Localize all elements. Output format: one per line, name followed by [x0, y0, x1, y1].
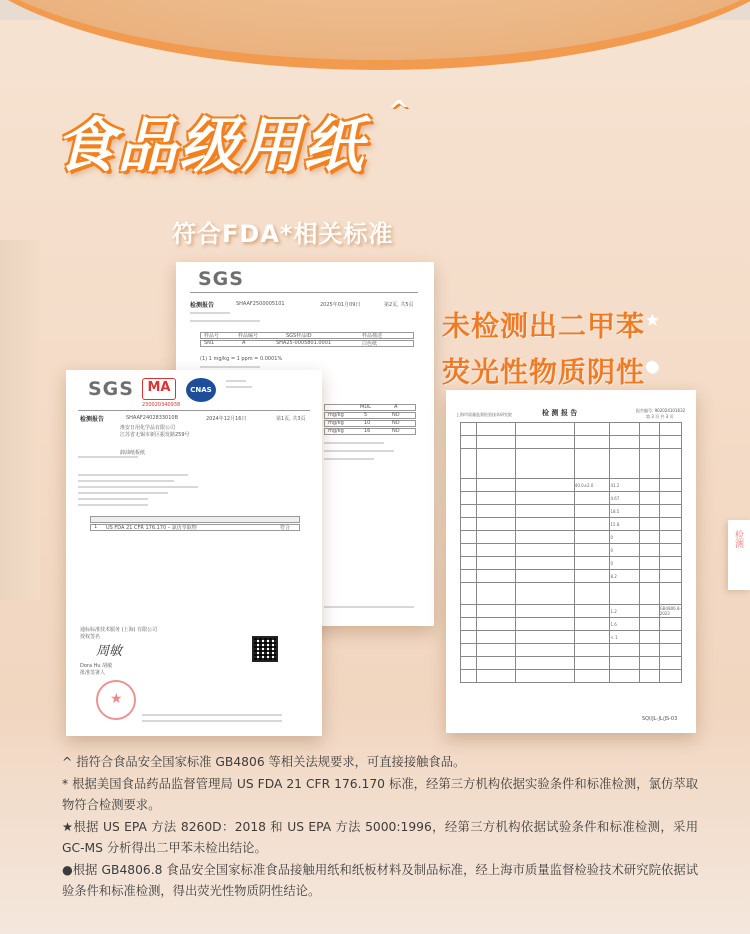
report-number: SHAAF2402833010B: [126, 415, 179, 421]
sgs-logo: SGS: [88, 378, 134, 400]
subtitle-right-line2: 荧光性物质阴性: [442, 355, 646, 389]
divider: [78, 410, 310, 411]
text-line: [190, 320, 260, 322]
report-page: 第 3 页 共 3 页: [646, 414, 674, 419]
table-cell: 白色纸: [362, 341, 378, 347]
value-cell: 15.8: [610, 518, 640, 531]
report-date: 2024年12月16日: [206, 416, 247, 422]
value-cell: 4.67: [610, 492, 640, 505]
mdl-cell: 5: [364, 412, 368, 418]
cnas-logo: CNAS: [186, 378, 216, 402]
signer-title: 批准签署人: [80, 670, 106, 676]
standard-cell: GB4806.8-2022: [659, 606, 681, 616]
value-cell: 0: [610, 531, 640, 544]
unit-cell: mg/kg: [328, 428, 344, 434]
unit-cell: mg/kg: [328, 420, 344, 426]
text-line: [324, 606, 414, 608]
star-mark: ★: [645, 310, 661, 329]
report-number: 报告编号: 902024101632: [636, 408, 686, 413]
text-line: [324, 450, 394, 452]
text-line: [78, 456, 138, 458]
text-line: [78, 504, 148, 506]
footer-code: SQI/JL-JL/JS-03: [642, 716, 678, 722]
value-cell: 41.2: [610, 479, 640, 492]
red-stamp: [96, 680, 136, 720]
mdl-cell: 10: [364, 420, 371, 426]
table-cell: 1: [94, 524, 98, 530]
client-name: 淮安日用化学品有限公司: [120, 425, 176, 431]
mdl-cell: 16: [364, 428, 371, 434]
signature-label: 授权签名: [80, 634, 101, 640]
report-title: 检测报告: [190, 302, 215, 309]
text-line: [78, 480, 174, 482]
result-table: [460, 422, 682, 683]
partial-document-edge: 检测: [728, 520, 750, 590]
result-cell: ND: [392, 420, 400, 426]
value-cell: < 1: [610, 631, 640, 644]
subtitle-right-line1: 未检测出二甲苯: [442, 309, 646, 343]
decorative-arc: [0, 0, 750, 70]
signature-company: 通标标准技术服务 (上海) 有限公司: [80, 627, 158, 633]
result-cell: ND: [392, 428, 400, 434]
table-cell: SN1: [204, 340, 215, 346]
report-page: 第2页, 共5页: [384, 302, 414, 308]
table-header-cell: SGS样品ID: [286, 333, 312, 339]
ma-number: 230020340938: [142, 402, 181, 408]
text-line: [78, 492, 168, 494]
value-cell: 0: [610, 544, 640, 557]
sample-name: 卸油纸板纸: [120, 450, 146, 456]
footnote: ●根据 GB4806.8 食品安全国家标准食品接触用纸和纸板材料及制品标准，经上海市质量监督检验技术研究院依据试验条件和标准检测，得出荧光性物质阴性结论。: [62, 862, 698, 898]
client-address: 江苏省无锡市新区振发路259号: [120, 432, 190, 438]
text-line: [78, 474, 188, 476]
subtitle-fda: 符合FDA*相关标准: [172, 220, 394, 248]
report-document-front: [66, 370, 322, 736]
result-cell: ND: [392, 412, 400, 418]
mdl-header: MDL: [360, 404, 371, 410]
text-line: [142, 720, 282, 722]
value-cell: 18.5: [610, 505, 640, 518]
text-line: [324, 458, 374, 460]
subtitle-right: [442, 300, 660, 393]
report-document-right: [446, 390, 696, 733]
table-cell: A: [242, 340, 246, 346]
ma-logo: MA: [142, 378, 176, 400]
text-line: [324, 442, 384, 444]
value-cell: 0: [610, 557, 640, 570]
a-header: A: [394, 404, 398, 410]
signature-script: 周敏: [96, 644, 123, 659]
value-cell: 1.2: [610, 605, 640, 618]
footnote: ^ 指符合食品安全国家标准 GB4806 等相关法规要求，可直接接触食品。: [62, 755, 466, 769]
value-cell: 8.2: [610, 570, 640, 583]
value-cell: 1.6: [610, 618, 640, 631]
table-header: [90, 516, 300, 523]
text-line: [78, 498, 148, 500]
footnotes: [62, 752, 698, 903]
table-header-cell: 样品描述: [362, 333, 383, 339]
text-line: [78, 486, 198, 488]
text-line: [200, 366, 260, 368]
qr-code: [252, 636, 278, 662]
institute-name: 上海市质量监督检验技术研究院: [456, 412, 512, 417]
report-number: SHAAF2500005101: [236, 301, 285, 307]
dot-mark: ●: [645, 356, 660, 376]
report-page: 第1页, 共3页: [276, 416, 306, 422]
table-cell: SHA25-0005801.0001: [276, 340, 332, 346]
unit-cell: mg/kg: [328, 412, 344, 418]
value-cell: 40.0±2.0: [574, 479, 610, 492]
footnote: ★根据 US EPA 方法 8260D：2018 和 US EPA 方法 5000:1996，经第三方机构依据试验条件和标准检测，采用 GC-MS 分析得出二甲苯未检出结论。: [62, 819, 698, 855]
table-cell: 符合: [280, 525, 291, 531]
signer-name: Dora Hu 胡敏: [80, 663, 113, 669]
sgs-logo: SGS: [198, 268, 244, 290]
text-line: [226, 386, 252, 388]
footnote: * 根据美国食品药品监督管理局 US FDA 21 CFR 176.170 标准，经第三方机构依据实验条件和标准检测，氯仿萃取物符合检测要求。: [62, 776, 698, 812]
table-header-cell: 样品号: [204, 333, 220, 339]
report-date: 2025年01月09日: [320, 302, 361, 308]
ppm-note: (1) 1 mg/kg = 1 ppm = 0.0001%: [200, 356, 283, 362]
text-line: [226, 380, 246, 382]
headline-title: 食品级用纸: [55, 111, 365, 181]
report-title: 检 测 报 告: [542, 409, 578, 417]
report-title: 检测报告: [80, 416, 105, 423]
text-line: [190, 312, 230, 314]
divider: [190, 292, 418, 293]
wall-left: [0, 240, 40, 600]
table-cell: US FDA 21 CFR 176.170 – 氯仿萃取物: [106, 525, 197, 531]
table-header-cell: 样品编号: [238, 333, 259, 339]
headline-mark: ^: [388, 96, 410, 126]
text-line: [142, 714, 282, 716]
